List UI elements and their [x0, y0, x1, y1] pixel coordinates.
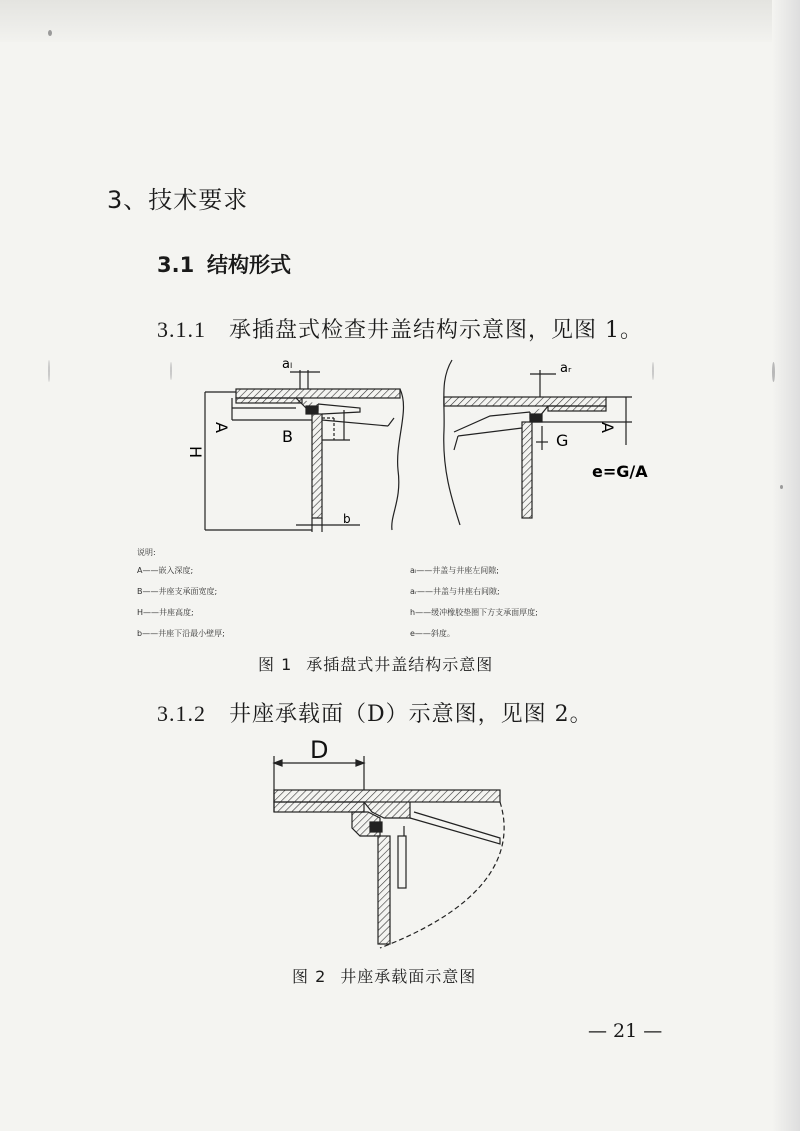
- cover-plate-right: [444, 397, 606, 406]
- item-3-1-1-text: 承插盘式检查井盖结构示意图，见图 1。: [229, 318, 643, 343]
- legend-item: e——斜度。: [410, 629, 455, 638]
- subsection-title: 结构形式: [207, 253, 291, 277]
- item-3-1-2-text: 井座承载面（D）示意图，见图 2。: [229, 702, 593, 727]
- fig1-label-ar: aᵣ: [560, 361, 572, 376]
- item-3-1-2-number: 3.1.2: [157, 701, 206, 726]
- rubber-gasket: [370, 822, 382, 832]
- cover-rib-right: [548, 406, 606, 411]
- fig1-label-G: G: [556, 431, 569, 450]
- break-line-right: [444, 360, 460, 525]
- rubber-gasket-right: [530, 414, 542, 422]
- cover-plate-left: [236, 389, 400, 398]
- seat-wall-right: [522, 422, 532, 518]
- fig2-label-D: D: [310, 740, 329, 764]
- item-3-1-1-number: 3.1.1: [157, 317, 206, 342]
- cover-rib-left: [236, 398, 302, 403]
- legend-item: b——井座下沿最小壁厚;: [137, 629, 225, 638]
- figure1-legend-left: [137, 560, 225, 644]
- cover-rib: [410, 812, 500, 844]
- legend-item: aₗ——井盖与井座左间隙;: [410, 566, 499, 575]
- figure1-legend-right: [410, 560, 538, 644]
- figure1-drawing: [0, 0, 800, 560]
- fig1-formula: e=G/A: [592, 462, 648, 481]
- figure2-caption-text: 井座承载面示意图: [340, 967, 477, 986]
- figure2-caption-number: 图 2: [292, 967, 327, 986]
- legend-item: aᵣ——井盖与井座右间隙;: [410, 587, 500, 596]
- seat-flange-left: [318, 404, 360, 414]
- fig1-label-B: B: [282, 427, 293, 446]
- legend-item: H——井座高度;: [137, 608, 194, 617]
- fig1-label-al: aₗ: [282, 357, 293, 372]
- section-heading: 3、技术要求: [107, 186, 249, 214]
- legend-item: B——井座支承面宽度;: [137, 587, 218, 596]
- figure2-caption: [292, 964, 476, 987]
- fig1-label-b: b: [343, 512, 351, 526]
- seat-wall: [378, 836, 390, 944]
- legend-item: h——缓冲橡胶垫圈下方支承面厚度;: [410, 608, 538, 617]
- figure2-drawing: [0, 740, 800, 960]
- cover-plate: [274, 790, 500, 802]
- figure1-caption-number: 图 1: [258, 655, 293, 674]
- figure1-legend-title: 说明:: [137, 548, 156, 557]
- page-number: — 21 —: [588, 1020, 663, 1042]
- figure1-caption-text: 承插盘式井盖结构示意图: [306, 655, 494, 674]
- rubber-gasket-left: [306, 406, 318, 414]
- legend-item: A——嵌入深度;: [137, 566, 194, 575]
- fig1-label-A: A: [212, 422, 231, 433]
- item-3-1-2: [157, 697, 593, 728]
- fig1-label-H: H: [186, 446, 205, 459]
- break-line: [380, 802, 504, 948]
- seat-top-ring: [274, 802, 364, 812]
- break-line-left: [392, 389, 404, 530]
- seat-wall-left: [312, 414, 322, 518]
- figure1-caption: [258, 652, 493, 675]
- fig1-label-A-right: A: [598, 422, 617, 433]
- subsection-number: 3.1: [157, 253, 195, 277]
- seat-rib: [398, 836, 406, 888]
